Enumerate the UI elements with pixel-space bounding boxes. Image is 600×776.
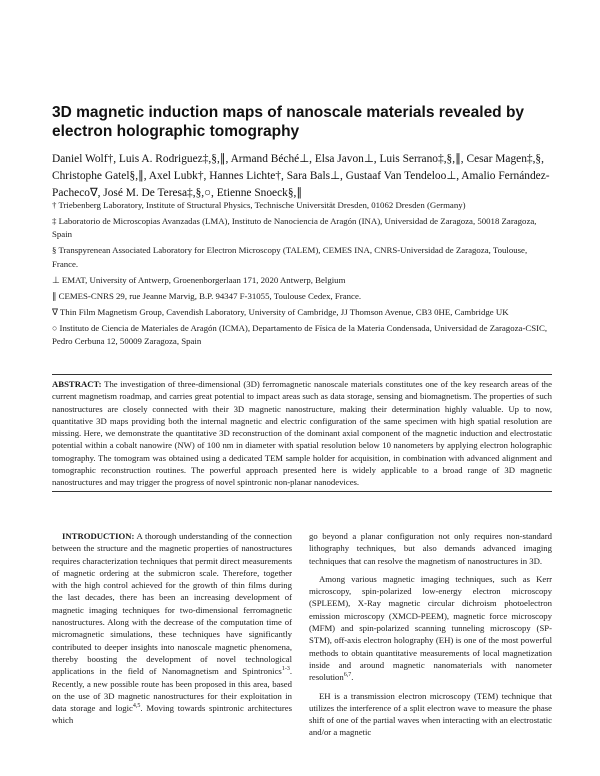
abstract-box [52,374,552,492]
paper-title: 3D magnetic induction maps of nanoscale materials revealed by electron holographic tomography [52,104,525,140]
citation-ref: 6,7 [343,672,352,679]
citation-ref: 1-3 [281,666,290,673]
abstract-text: The investigation of three-dimensional (3D) ferromagnetic nanoscale materials constitutes one of the key research areas of the current magnetism roadmap, and carries great potential to impact areas such as data storage, sensing and biomagnetism. The properties of such nanostructures are closely connected with their 3D magnetic nanostructure, making their determination highly valuable. Up to now, quantitative 3D maps providing both the internal magnetic and electric configuration of the same specimen with high spatial resolution are missing. Here, we demonstrate the quantitative 3D reconstruction of the dominant axial component of the magnetic induction and electrostatic potential within a cobalt nanowire (NW) of 100 nm in diameter with spatial resolution below 10 nanometers by applying electron holographic tomography. The tomogram was obtained using a dedicated TEM sample holder for acquisition, in combination with advanced alignment and tomographic reconstruction routines. The powerful approach presented here is widely applicable to a broad range of 3D magnetic nanostructures and may trigger the progress of novel spintronic non-planar nanodevices. [52,379,553,488]
intro-paragraph [52,530,292,727]
citation-ref: 4,5 [132,703,141,710]
intro-text-end: . Moving towards spintronic architectures which [52,703,292,726]
body-text: Among various magnetic imaging techniques, such as Kerr microscopy, spin-polarized low-energy electron microscopy (SPLEEM), X-Ray magnetic circular dichroism photoelectron emission microscopy (XMCD-PEEM), magnetic force microscopy (MFM) and spin-polarized scanning tunneling microscopy (SP-STM), off-axis electron holography (EH) is one of the most powerful methods to obtain quantitative measurements of local magnetization inside and around magnetic nanomaterials with nanometer resolution [309,573,552,683]
body-column-right [309,530,552,745]
body-text-end: . [351,672,354,683]
body-column-left [52,530,292,733]
affiliation-item: ○ Instituto de Ciencia de Materiales de Aragón (ICMA), Departamento de Física de la Materia Condensada, Universidad de Zaragoza-CSIC, Pedro Cerbuna 12, 50009 Zaragoza, Spain [52,322,548,347]
affiliation-item: § Transpyrenean Associated Laboratory for Electron Microscopy (TALEM), CEMES INA, CNRS-Universidad de Zaragoza, Toulouse, France. [52,245,528,269]
intro-text-cont: . Recently, a new possible route has been proposed in this area, based on the use of 3D magnetic nanostructures for their exploitation in data storage and logic [52,666,292,714]
body-paragraph: EH is a transmission electron microscopy (TEM) technique that utilizes the interference of a split electron wave to measure the phase shift of one of the partial waves when interacting with an electrostatic and/or a magnetic [309,690,552,738]
affiliation-item: ∇ Thin Film Magnetism Group, Cavendish Laboratory, University of Cambridge, JJ Thomson Avenue, CB3 0HE, Cambridge UK [52,306,509,317]
intro-heading: INTRODUCTION: [62,531,135,541]
abstract-label: ABSTRACT: [52,379,102,389]
intro-text: A thorough understanding of the connection between the structure and the magnetic properties of nanostructures requires characterization techniques that permit direct measurements of magnetic ordering at the submicron scale. Therefore, together with the high control achieved for the growth of thin films during the last decades, there has been an increasing development of magnetic imaging techniques for two-dimensional ferromagnetic nanostructures. Along with the decrease of the computation time of micromagnetic simulations, these techniques have significantly contributed to deeper insights into nanoscale magnetic phenomena, thereby boosting the development of novel technological applications in the field of Nanomagnetism and Spintronics [52,531,292,677]
affiliation-list [52,199,552,351]
body-paragraph: go beyond a planar configuration not only requires non-standard lithography techniques, but also demands advanced imaging techniques that can resolve the magnetism of nanostructures in 3D. [309,531,552,566]
author-list: Daniel Wolf†, Luis A. Rodriguez‡,§,∥, Armand Béché⊥, Elsa Javon⊥, Luis Serrano‡,§,∥, Cesar Magen‡,§, Christophe Gatel§,∥, Axel Lubk†, Hannes Lichte†, Sara Bals⊥, Gustaaf Van Tendeloo⊥, Amalio Fernández-Pacheco∇, José M. De Teresa‡,§,○, Etienne Snoeck§,∥ [52,153,550,199]
body-paragraph [309,573,552,684]
affiliation-item: ⊥ EMAT, University of Antwerp, Groenenborgerlaan 171, 2020 Antwerp, Belgium [52,274,346,285]
affiliation-item: ‡ Laboratorio de Microscopias Avanzadas (LMA), Instituto de Nanociencia de Aragón (INA), Universidad de Zaragoza, 50018 Zaragoza, Spain [52,216,537,240]
affiliation-item: † Triebenberg Laboratory, Institute of Structural Physics, Technische Universität Dresden, 01062 Dresden (Germany) [52,200,466,210]
affiliation-item: ∥ CEMES-CNRS 29, rue Jeanne Marvig, B.P. 94347 F-31055, Toulouse Cedex, France. [52,290,362,301]
